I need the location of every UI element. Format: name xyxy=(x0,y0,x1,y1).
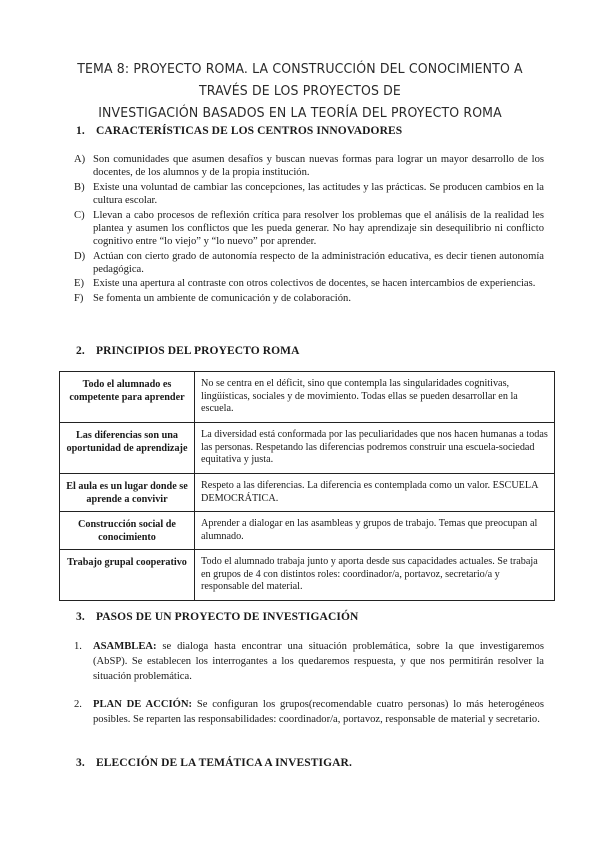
section-2-number: 2. xyxy=(76,345,85,357)
list-item-text: Existe una apertura al contraste con otros colectivos de docentes, se hacen intercambios de experiencias. xyxy=(93,278,536,290)
principle-name: Trabajo grupal cooperativo xyxy=(60,550,195,601)
title-line-1: TEMA 8: PROYECTO ROMA. LA CONSTRUCCIÓN DEL CONOCIMIENTO A TRAVÉS DE LOS PROYECTOS DE xyxy=(77,61,523,99)
section-3-number: 3. xyxy=(76,611,85,623)
list-item-letter: C) xyxy=(74,209,85,221)
step-number: 1. xyxy=(74,641,82,652)
step-label: PLAN DE ACCIÓN: xyxy=(93,699,193,710)
table-row xyxy=(60,512,555,550)
list-item-text: Existe una voluntad de cambiar las concepciones, las actitudes y las prácticas. Se producen cambios en la cultura escolar. xyxy=(93,181,544,206)
table-row xyxy=(60,550,555,601)
steps-list xyxy=(74,640,544,684)
section-4-title: ELECCIÓN DE LA TEMÁTICA A INVESTIGAR. xyxy=(96,757,352,769)
principle-name: Las diferencias son una oportunidad de aprendizaje xyxy=(60,423,195,474)
step-item xyxy=(74,698,544,728)
section-3-heading xyxy=(76,611,358,623)
step-label: ASAMBLEA: xyxy=(93,641,157,652)
principle-description: La diversidad está conformada por las peculiaridades que nos hacen humanas a todas las personas. Respetando las diferencias podremos construir una escuela-sociedad equitativa y justa. xyxy=(195,423,555,474)
list-item xyxy=(74,277,544,290)
steps-list xyxy=(74,698,544,728)
list-item xyxy=(74,209,544,249)
principle-description: Respeto a las diferencias. La diferencia es contemplada como un valor. ESCUELA DEMOCRÁTICA. xyxy=(195,474,555,512)
list-item-letter: E) xyxy=(74,278,84,290)
principle-name: Todo el alumnado es competente para aprender xyxy=(60,372,195,423)
step-text: Se configuran los grupos(recomendable cuatro personas) lo más heterogéneos posibles. Se reparten las responsabilidades: coordinador/a, portavoz, responsable de material y secretario. xyxy=(93,699,544,725)
list-item-text: Se fomenta un ambiente de comunicación y de colaboración. xyxy=(93,292,351,304)
section-4-number: 3. xyxy=(76,757,85,769)
list-item-letter: F) xyxy=(74,292,84,304)
list-item-text: Son comunidades que asumen desafíos y buscan nuevas formas para lograr un mayor desarrollo de los docentes, de los alumnos y de la propia institución. xyxy=(93,154,544,179)
principle-name: Construcción social de conocimiento xyxy=(60,512,195,550)
list-item-text: Llevan a cabo procesos de reflexión crítica para resolver los problemas que el análisis de la realidad les plantea y asumen los conflictos que les pueda generar. No hay aprendizaje sin desequilibrio ni conflicto cognitivo entre “lo viejo” y “lo nuevo” por aprender. xyxy=(93,209,544,247)
section-1-title: CARACTERÍSTICAS DE LOS CENTROS INNOVADORES xyxy=(96,125,403,137)
characteristics-list xyxy=(74,153,544,307)
section-3-title: PASOS DE UN PROYECTO DE INVESTIGACIÓN xyxy=(96,611,359,623)
section-1-number: 1. xyxy=(76,125,85,137)
list-item-letter: B) xyxy=(74,181,85,193)
principle-name: El aula es un lugar donde se aprende a convivir xyxy=(60,474,195,512)
title-line-2: INVESTIGACIÓN BASADOS EN LA TEORÍA DEL PROYECTO ROMA xyxy=(98,105,502,121)
page-title xyxy=(52,58,549,124)
table-row xyxy=(60,474,555,512)
list-item xyxy=(74,292,544,305)
table-row xyxy=(60,372,555,423)
principle-description: Todo el alumnado trabaja junto y aporta desde sus capacidades actuales. Se trabaja en grupos de 4 con distintos roles: coordinador/a, portavoz, secretario/a y responsable del material. xyxy=(195,550,555,601)
list-item xyxy=(74,153,544,179)
list-item-letter: D) xyxy=(74,250,86,262)
section-4-heading xyxy=(76,757,352,769)
list-item xyxy=(74,181,544,207)
section-2-title: PRINCIPIOS DEL PROYECTO ROMA xyxy=(96,345,300,357)
table-row xyxy=(60,423,555,474)
list-item xyxy=(74,250,544,276)
list-item-text: Actúan con cierto grado de autonomía respecto de la administración educativa, es decir tienen autonomía pedagógica. xyxy=(93,250,544,275)
step-number: 2. xyxy=(74,699,82,710)
principles-table xyxy=(59,371,555,601)
list-item-letter: A) xyxy=(74,154,86,165)
section-2-heading xyxy=(76,345,300,357)
section-1-heading xyxy=(76,125,402,137)
principle-description: Aprender a dialogar en las asambleas y grupos de trabajo. Temas que preocupan al alumnado. xyxy=(195,512,555,550)
principle-description: No se centra en el déficit, sino que contempla las singularidades cognitivas, lingüísticas, sociales y de movimiento. Todas ellas se pueden desarrollar en la escuela. xyxy=(195,372,555,423)
step-item xyxy=(74,640,544,684)
step-text: se dialoga hasta encontrar una situación problemática, sobre la que investigaremos (AbSP). Se establecen los interrogantes a los quedaremos respuesta, y que nos permitirán resolver la situación problemática. xyxy=(93,641,544,682)
